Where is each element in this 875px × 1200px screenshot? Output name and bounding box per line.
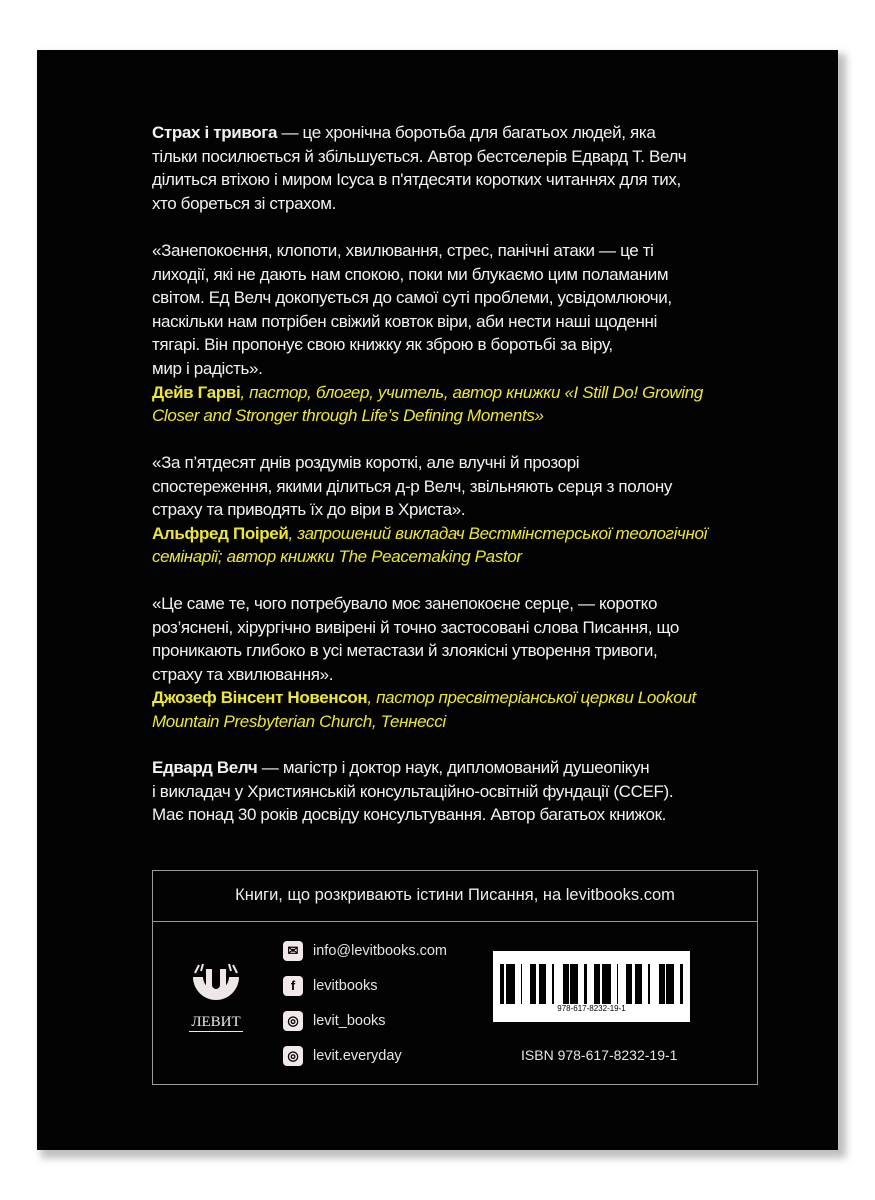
text-line: роз’яснені, хірургічно вивірені й точно застосовані слова Писання, що (152, 617, 680, 637)
text-line: хто бореться зі страхом. (152, 193, 336, 213)
contact-instagram-2[interactable] (283, 1038, 447, 1073)
author-role: семінарії; автор книжки The Peacemaking Pastor (152, 547, 522, 567)
author-role: , пастор, блогер, учитель, автор книжки «I Still Do! Growing (240, 382, 703, 402)
author-role: , пастор пресвітеріанської церкви Lookout (367, 688, 696, 708)
barcode-number: 978-617-8232-19-1 (557, 1004, 626, 1013)
quote-author: Альфред Поірей (152, 523, 289, 543)
publisher-box (152, 870, 758, 1085)
contacts-list (283, 933, 447, 1073)
bio-bold: Едвард Велч (152, 758, 258, 777)
instagram-icon: ◎ (283, 1046, 303, 1066)
author-role: Closer and Stronger through Life’s Defining Moments» (152, 406, 544, 426)
levit-logo (189, 963, 243, 1032)
text-line: світом. Ед Велч докопується до самої суті проблеми, усвідомлюючи, (152, 288, 672, 308)
text-line: тягарі. Він пропонує свою книжку як зброю в боротьбі за віру, (152, 335, 613, 355)
publisher-tagline: Книги, що розкривають істини Писання, на levitbooks.com (153, 871, 757, 922)
instagram-icon: ◎ (283, 1011, 303, 1031)
text-line: тільки посилюється й збільшується. Автор бестселерів Едвард Т. Велч (152, 146, 687, 166)
facebook-icon: f (283, 976, 303, 996)
quote-3 (152, 592, 696, 734)
barcode (493, 951, 690, 1022)
logo-text: ЛЕВИТ (189, 1014, 243, 1032)
author-bio (152, 756, 673, 827)
text-line: спостереження, якими ділиться д-р Велч, звільняють серця з полону (152, 476, 673, 496)
isbn-text: ISBN 978-617-8232-19-1 (521, 1047, 678, 1063)
quote-author: Джозеф Вінсент Новенсон (152, 688, 368, 708)
quote-1 (152, 239, 703, 428)
barcode-bars (500, 964, 683, 1004)
intro-bold: Страх і тривога (152, 123, 278, 142)
text-line: Має понад 30 років досвіду консультування. Автор багатьох книжок. (152, 805, 667, 825)
text-line: — це хронічна боротьба для багатьох людей, яка (277, 123, 656, 142)
text-line: ділиться втіхою і миром Ісуса в п'ятдесяти коротких читаннях для тих, (152, 170, 681, 190)
contact-text: levitbooks (313, 977, 378, 994)
author-role: , запрошений викладач Вестмінстерської теологічної (288, 523, 707, 543)
contact-instagram[interactable] (283, 1003, 447, 1038)
text-line: «Це саме те, чого потребувало моє занепокоєне серце, — коротко (152, 594, 658, 613)
contact-text: info@levitbooks.com (313, 942, 447, 959)
text-line: проникають глибоко в усі метастази й злоякісні утворення тривоги, (152, 641, 658, 661)
contact-text: levit_books (313, 1012, 386, 1029)
text-line: мир і радість». (152, 358, 263, 378)
contact-facebook[interactable] (283, 968, 447, 1003)
contact-text: levit.everyday (313, 1047, 402, 1064)
text-line: лиходії, які не дають нам спокою, поки ми блукаємо цим поламаним (152, 264, 669, 284)
contact-email[interactable] (283, 933, 447, 968)
quote-2 (152, 451, 707, 569)
text-line: — магістр і доктор наук, дипломований душеопікун (257, 758, 650, 777)
text-line: «Занепокоєння, клопоти, хвилювання, стрес, панічні атаки — це ті (152, 241, 654, 260)
text-line: страху та хвилювання». (152, 664, 334, 684)
levit-logo-icon (189, 963, 243, 1007)
mail-icon: ✉ (283, 941, 303, 961)
quote-author: Дейв Гарві (152, 382, 241, 402)
text-line: «За п’ятдесят днів роздумів короткі, але влучні й прозорі (152, 453, 580, 472)
text-line: наскільки нам потрібен свіжий ковток віри, аби нести наші щоденні (152, 311, 658, 331)
author-role: Mountain Presbyterian Church, Теннессі (152, 711, 446, 731)
intro-paragraph (152, 121, 686, 215)
text-line: і викладач у Християнській консультаційно-освітній фундації (CCEF). (152, 781, 674, 801)
text-line: страху та приводять їх до віри в Христа». (152, 500, 466, 520)
